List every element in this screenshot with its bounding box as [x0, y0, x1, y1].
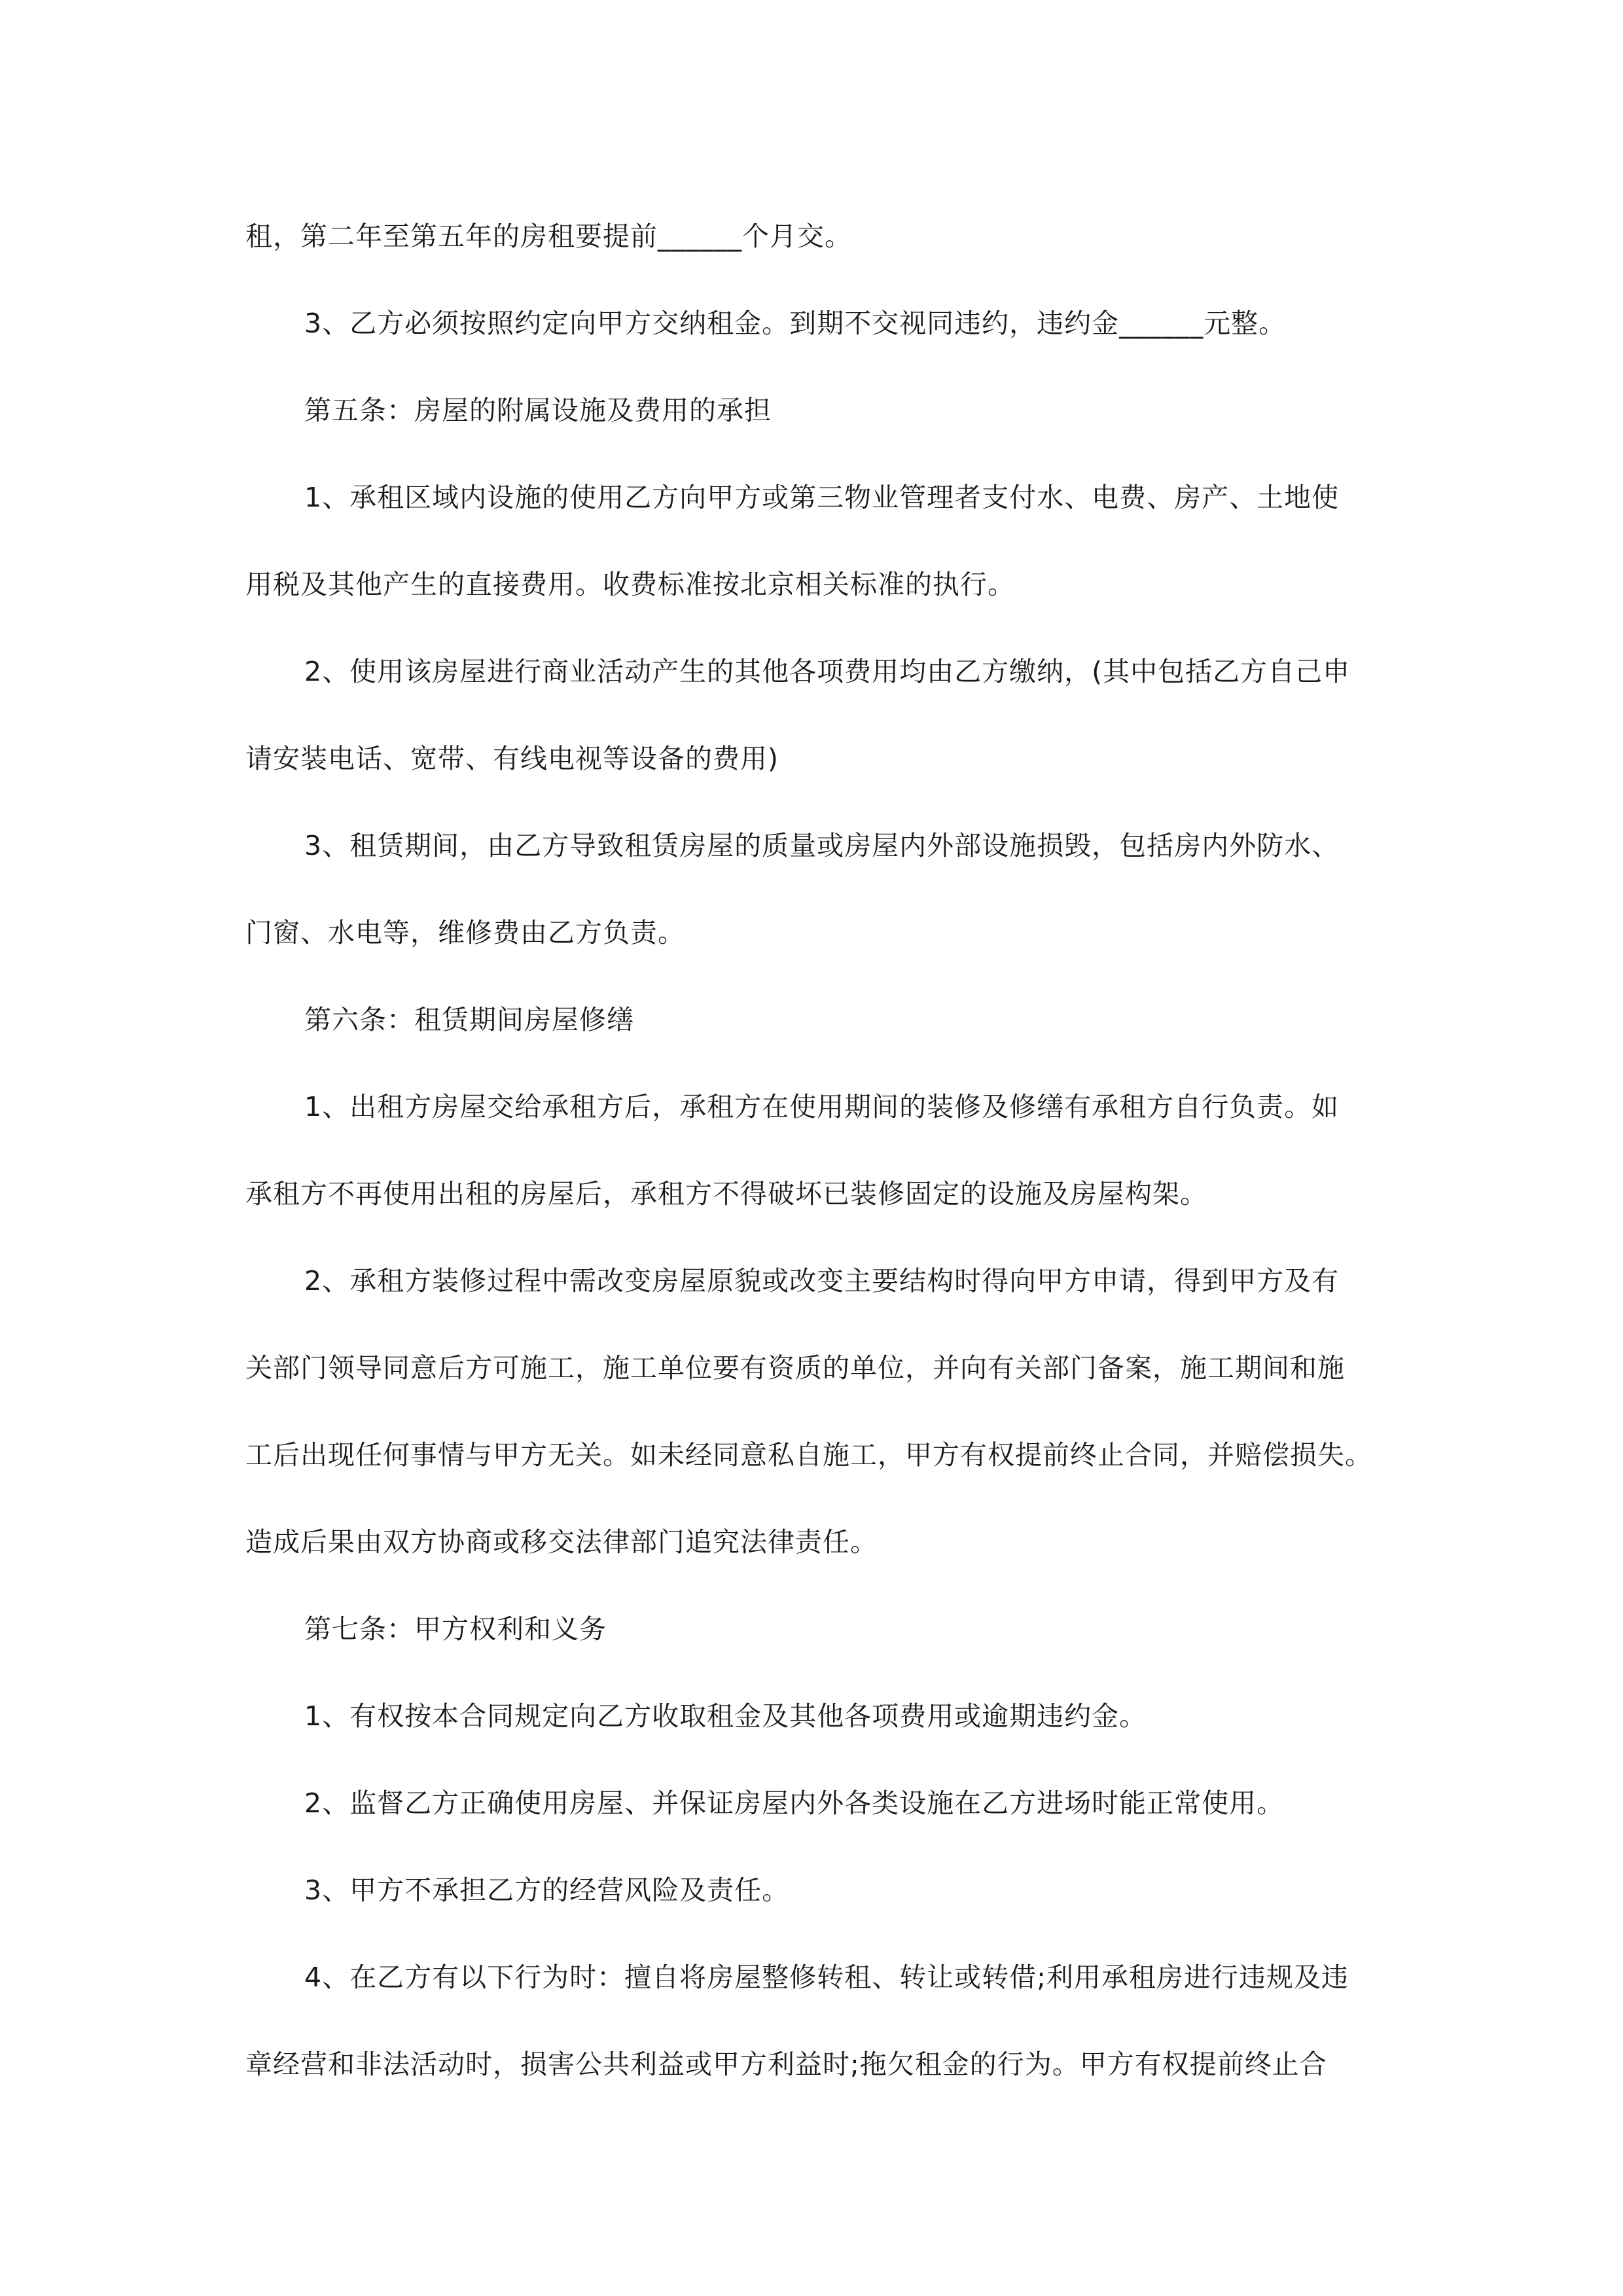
paragraph-line: 造成后果由双方协商或移交法律部门追究法律责任。 — [245, 1526, 878, 1558]
section-heading-6: 第六条：租赁期间房屋修缮 — [304, 1004, 634, 1035]
paragraph-line: 用税及其他产生的直接费用。收费标准按北京相关标准的执行。 — [245, 569, 1015, 600]
paragraph-line: 关部门领导同意后方可施工，施工单位要有资质的单位，并向有关部门备案，施工期间和施 — [245, 1352, 1345, 1384]
paragraph-line: 章经营和非法活动时，损害公共利益或甲方利益时;拖欠租金的行为。甲方有权提前终止合 — [245, 2049, 1327, 2080]
paragraph-line: 工后出现任何事情与甲方无关。如未经同意私自施工，甲方有权提前终止合同，并赔偿损失。 — [245, 1439, 1372, 1471]
section-heading-5: 第五条：房屋的附属设施及费用的承担 — [304, 395, 772, 426]
paragraph-line: 3、乙方必须按照约定向甲方交纳租金。到期不交视同违约，违约金______元整。 — [304, 308, 1287, 339]
paragraph-line: 2、承租方装修过程中需改变房屋原貌或改变主要结构时得向甲方申请，得到甲方及有 — [304, 1265, 1340, 1297]
paragraph-line: 承租方不再使用出租的房屋后，承租方不得破坏已装修固定的设施及房屋构架。 — [245, 1178, 1207, 1210]
paragraph-line: 3、甲方不承担乙方的经营风险及责任。 — [304, 1874, 790, 1906]
paragraph-line: 1、承租区域内设施的使用乙方向甲方或第三物业管理者支付水、电费、房产、土地使 — [304, 482, 1340, 513]
paragraph-line: 门窗、水电等，维修费由乙方负责。 — [245, 917, 685, 948]
paragraph-line: 3、租赁期间，由乙方导致租赁房屋的质量或房屋内外部设施损毁，包括房内外防水、 — [304, 830, 1340, 861]
paragraph-line: 1、出租方房屋交给承租方后，承租方在使用期间的装修及修缮有承租方自行负责。如 — [304, 1091, 1340, 1122]
paragraph-line: 请安装电话、宽带、有线电视等设备的费用) — [245, 743, 779, 774]
paragraph-line: 2、监督乙方正确使用房屋、并保证房屋内外各类设施在乙方进场时能正常使用。 — [304, 1787, 1285, 1819]
paragraph-line: 4、在乙方有以下行为时：擅自将房屋整修转租、转让或转借;利用承租房进行违规及违 — [304, 1962, 1349, 1993]
paragraph-line: 2、使用该房屋进行商业活动产生的其他各项费用均由乙方缴纳，(其中包括乙方自己申 — [304, 656, 1351, 687]
paragraph-line: 1、有权按本合同规定向乙方收取租金及其他各项费用或逾期违约金。 — [304, 1700, 1147, 1732]
paragraph-line: 租，第二年至第五年的房租要提前______个月交。 — [245, 221, 852, 252]
section-heading-7: 第七条：甲方权利和义务 — [304, 1613, 607, 1645]
